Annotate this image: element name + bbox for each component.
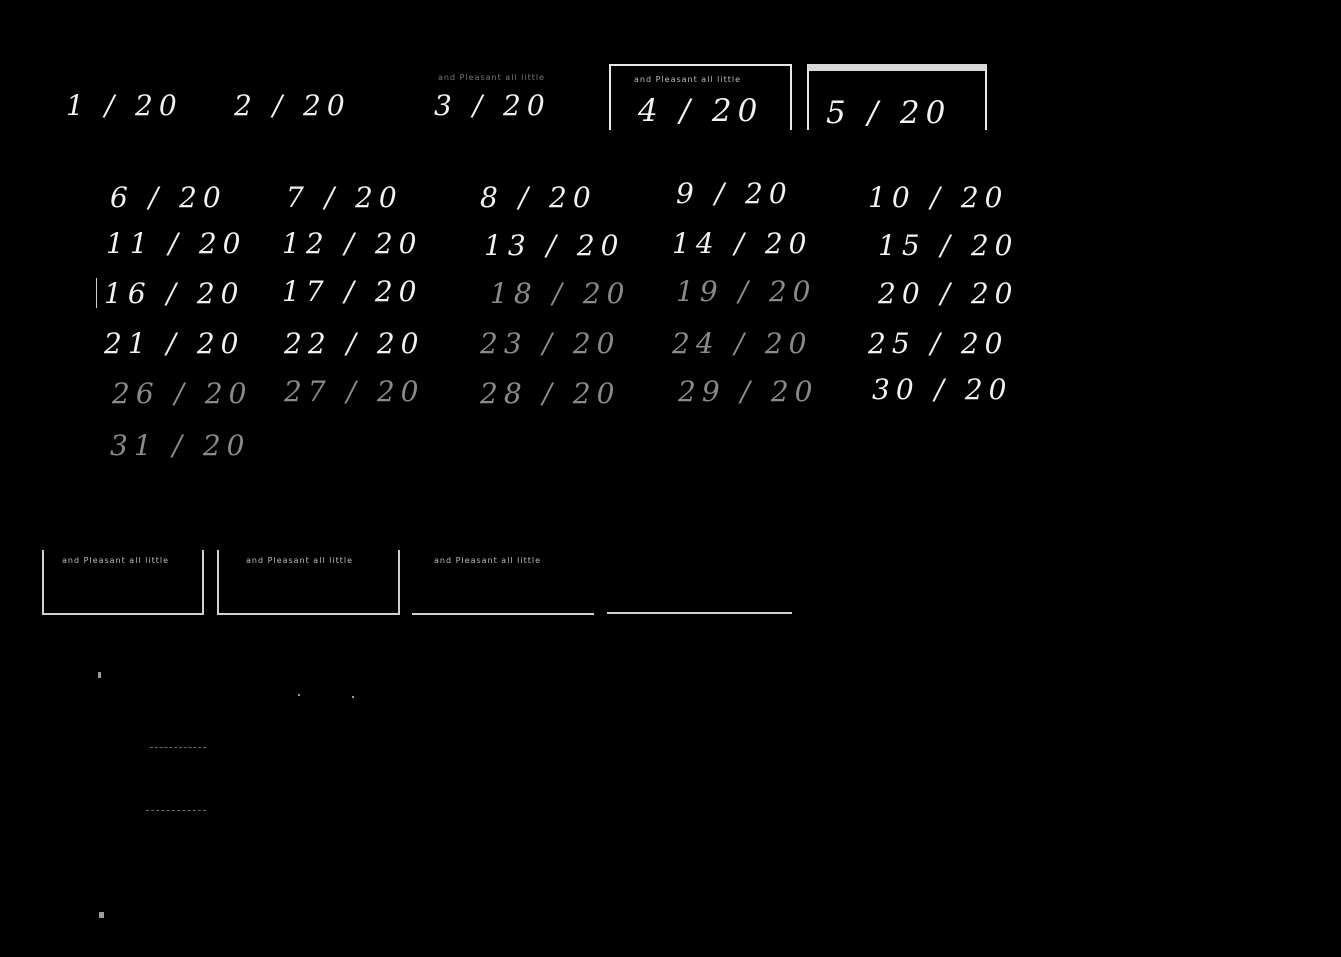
lower-tag-3: and Pleasant all little <box>434 556 542 565</box>
date-cell-27: 27 / 20 <box>284 375 425 408</box>
date-cell-21: 21 / 20 <box>104 327 245 360</box>
stray-dash-2 <box>146 810 206 812</box>
lower-tag-2: and Pleasant all little <box>246 556 354 565</box>
date-cell-4: 4 / 20 <box>638 93 764 129</box>
stray-dash-1 <box>150 747 206 749</box>
date-cell-29: 29 / 20 <box>678 375 819 408</box>
date-cell-3: 3 / 20 <box>434 89 551 122</box>
date-cell-18: 18 / 20 <box>490 277 631 310</box>
date-cell-1: 1 / 20 <box>66 89 183 122</box>
date-cell-19: 19 / 20 <box>676 275 817 308</box>
cell-tag-3: and Pleasant all little <box>438 73 546 82</box>
date-cell-8: 8 / 20 <box>480 181 597 214</box>
date-cell-12: 12 / 20 <box>282 227 423 260</box>
date-cell-24: 24 / 20 <box>672 327 813 360</box>
date-cell-5: 5 / 20 <box>826 95 952 131</box>
date-cell-30: 30 / 20 <box>872 373 1013 406</box>
date-cell-23: 23 / 20 <box>480 327 621 360</box>
date-cell-6: 6 / 20 <box>110 181 227 214</box>
lower-tag-1: and Pleasant all little <box>62 556 170 565</box>
date-cell-22: 22 / 20 <box>284 327 425 360</box>
date-cell-9: 9 / 20 <box>676 177 793 210</box>
date-cell-17: 17 / 20 <box>282 275 423 308</box>
date-cell-2: 2 / 20 <box>234 89 351 122</box>
date-cell-11: 11 / 20 <box>106 227 247 260</box>
date-cell-15: 15 / 20 <box>878 229 1019 262</box>
stray-speck-3 <box>352 696 354 698</box>
date-cell-25: 25 / 20 <box>868 327 1009 360</box>
date-cell-10: 10 / 20 <box>868 181 1009 214</box>
date-cell-26: 26 / 20 <box>112 377 253 410</box>
date-cell-28: 28 / 20 <box>480 377 621 410</box>
date-cell-16: 16 / 20 <box>104 277 245 310</box>
date-cell-31: 31 / 20 <box>110 429 251 462</box>
stray-speck-4 <box>99 912 104 918</box>
bracket-mark <box>96 278 100 308</box>
lower-box-4 <box>607 550 792 614</box>
stray-speck-2 <box>298 694 300 696</box>
cell-tag-4: and Pleasant all little <box>634 75 742 84</box>
date-cell-7: 7 / 20 <box>286 181 403 214</box>
date-cell-13: 13 / 20 <box>484 229 625 262</box>
stray-speck-1 <box>98 672 101 678</box>
date-cell-14: 14 / 20 <box>672 227 813 260</box>
date-cell-20: 20 / 20 <box>878 277 1019 310</box>
